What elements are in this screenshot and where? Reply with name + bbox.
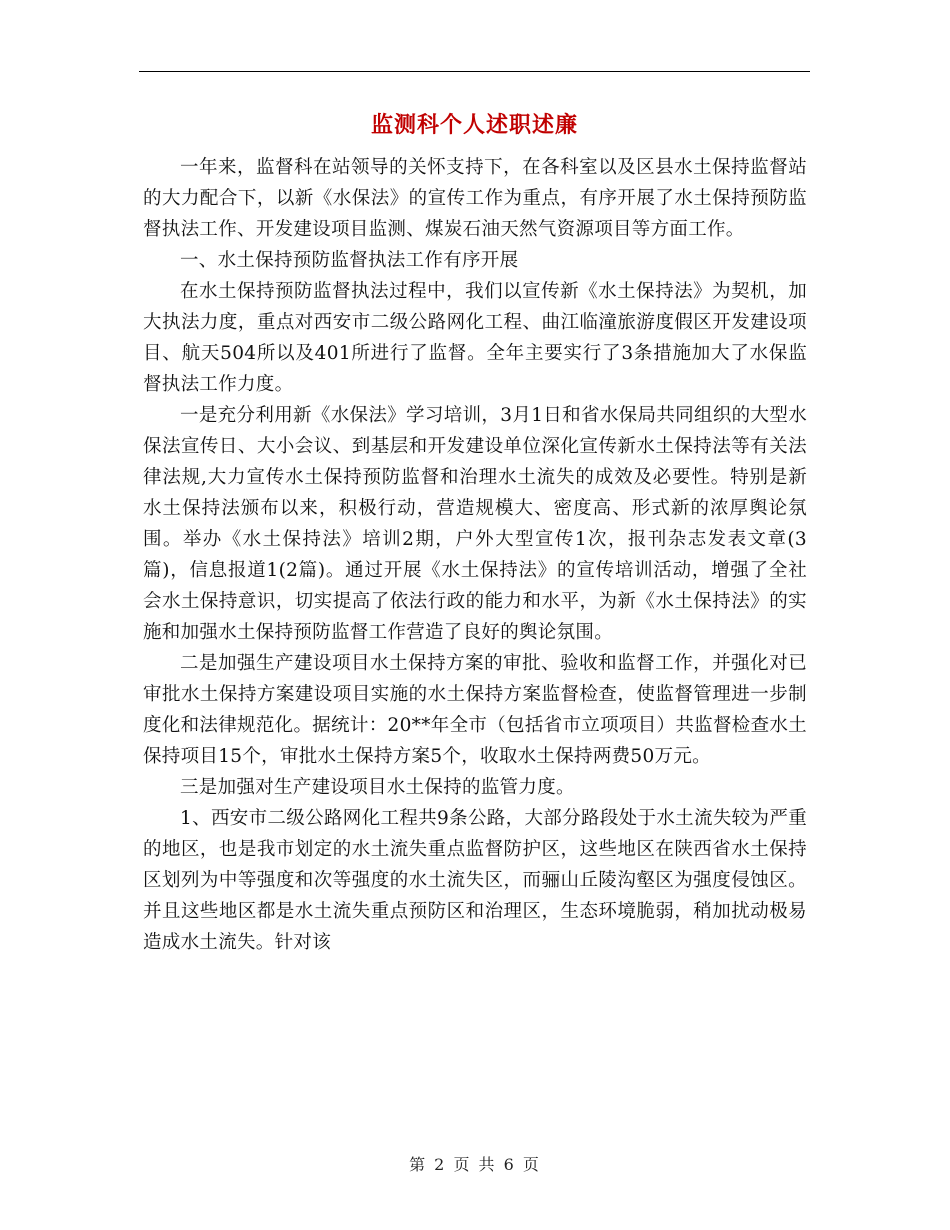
- document-title: 监测科个人述职述廉: [370, 112, 578, 138]
- document-body: [143, 152, 807, 958]
- paragraph-intro: 一年来，监督科在站领导的关怀支持下，在各科室以及区县水土保持监督站的大力配合下，以新《水保法》的宣传工作为重点，有序开展了水土保持预防监督执法工作、开发建设项目监测、煤炭石油天然气资源项目等方面工作。: [143, 157, 807, 240]
- paragraph-enforcement: 在水土保持预防监督执法过程中，我们以宣传新《水土保持法》为契机，加大执法力度，重点对西安市二级公路网化工程、曲江临潼旅游度假区开发建设项目、航天504所以及401所进行了监督。全年主要实行了3条措施加大了水保监督执法工作力度。: [143, 281, 807, 395]
- header-rule: [139, 71, 810, 72]
- paragraph-measure-1: 一是充分利用新《水保法》学习培训，3月1日和省水保局共同组织的大型水保法宣传日、大小会议、到基层和开发建设单位深化宣传新水土保持法等有关法律法规,大力宣传水土保持预防监督和治理水土流失的成效及必要性。特别是新水土保持法颁布以来，积极行动，营造规模大、密度高、形式新的浓厚舆论氛围。举办《水土保持法》培训2期，户外大型宣传1次，报刊杂志发表文章(3篇)，信息报道1(2篇)。通过开展《水土保持法》的宣传培训活动，增强了全社会水土保持意识，切实提高了依法行政的能力和水平，为新《水土保持法》的实施和加强水土保持预防监督工作营造了良好的舆论氛围。: [143, 405, 807, 643]
- paragraph-measure-3: 三是加强对生产建设项目水土保持的监管力度。: [180, 777, 575, 798]
- paragraph-measure-2: 二是加强生产建设项目水土保持方案的审批、验收和监督工作，并强化对已审批水土保持方案建设项目实施的水土保持方案监督检查，使监督管理进一步制度化和法律规范化。据统计：20**年全市（包括省市立项项目）共监督检查水土保持项目15个，审批水土保持方案5个，收取水土保持两费50万元。: [143, 653, 807, 767]
- paragraph-item-1: 1、西安市二级公路网化工程共9条公路，大部分路段处于水土流失较为严重的地区，也是我市划定的水土流失重点监督防护区，这些地区在陕西省水土保持区划列为中等强度和次等强度的水土流失区，而骊山丘陵沟壑区为强度侵蚀区。并且这些地区都是水土流失重点预防区和治理区，生态环境脆弱，稍加扰动极易造成水土流失。针对该: [143, 808, 807, 953]
- section-heading-1: 一、水土保持预防监督执法工作有序开展: [180, 250, 519, 271]
- page-number: 第 2 页 共 6 页: [409, 1155, 541, 1174]
